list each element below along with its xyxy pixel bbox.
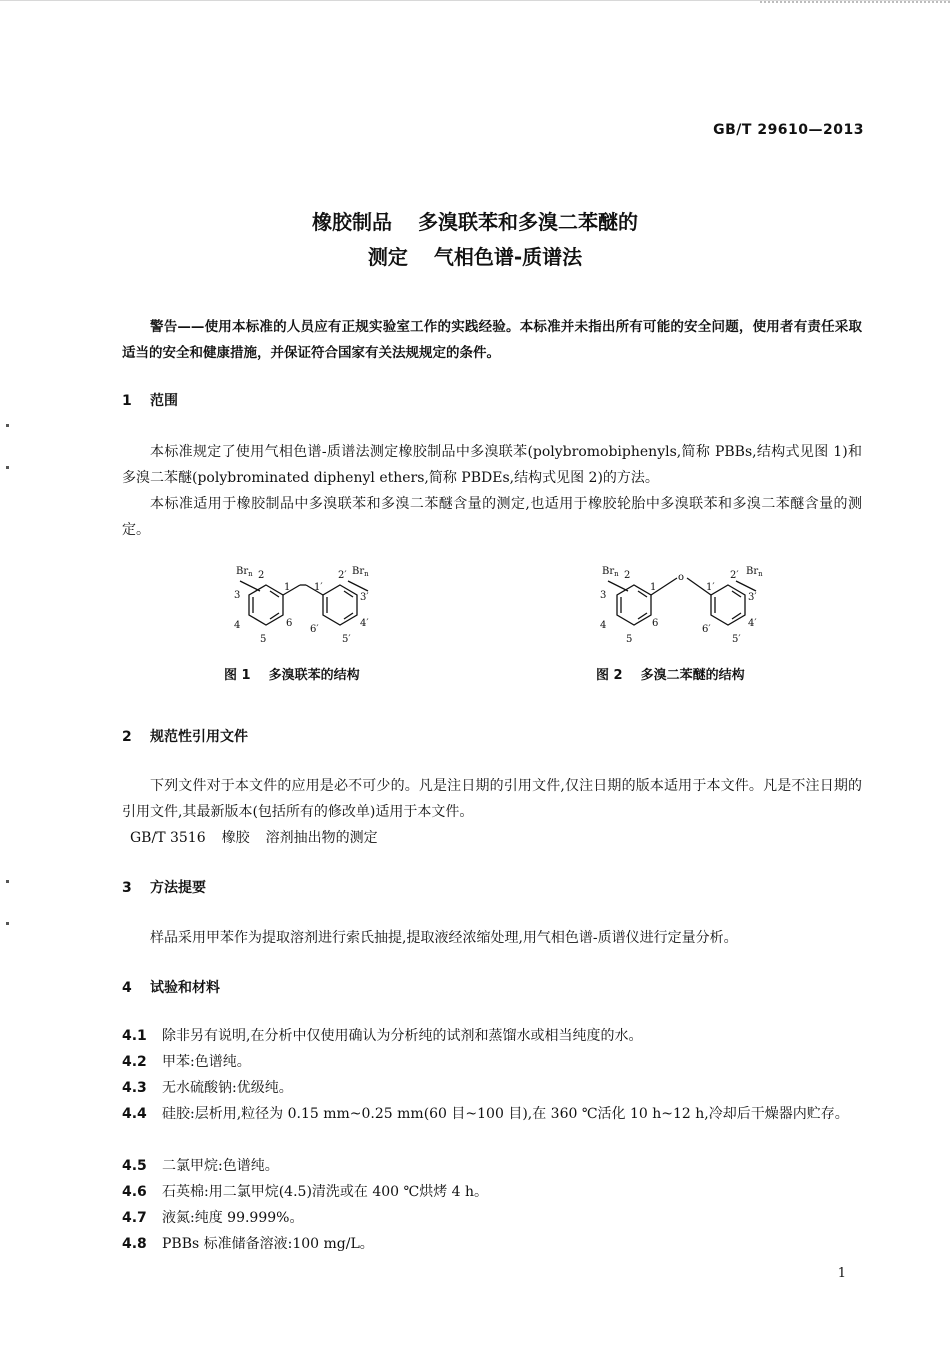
pos-label: 4 xyxy=(600,620,607,631)
caption-number: 图 2 xyxy=(596,668,623,683)
pos-label: 5 xyxy=(260,634,267,645)
scan-artifact xyxy=(6,922,9,925)
pos-label: 4′ xyxy=(360,618,369,629)
caption-text: 多溴联苯的结构 xyxy=(268,668,360,683)
list-item xyxy=(122,1101,862,1127)
pos-label: 3 xyxy=(234,590,241,601)
item-number: 4.5 xyxy=(122,1158,147,1174)
pos-label: 6 xyxy=(652,618,659,629)
item-number: 4.1 xyxy=(122,1028,147,1044)
title-part: 多溴联苯和多溴二苯醚的 xyxy=(418,210,638,234)
section-number: 1 xyxy=(122,393,132,409)
standard-code: GB/T 29610—2013 xyxy=(713,122,864,138)
document-title-line2 xyxy=(0,241,950,270)
scan-artifact xyxy=(6,466,9,469)
pos-label: 2′ xyxy=(338,570,347,581)
br-label: $Br_n$ xyxy=(352,566,369,578)
pos-label: 5′ xyxy=(732,634,741,645)
section-number: 3 xyxy=(122,880,132,896)
warning-paragraph: 警告——使用本标准的人员应有正规实验室工作的实践经验。本标准并未指出所有可能的安全问题，使用者有责任采取适当的安全和健康措施，并保证符合国家有关法规规定的条件。 xyxy=(122,319,862,361)
pos-label: 5′ xyxy=(342,634,351,645)
caption-text: 多溴二苯醚的结构 xyxy=(640,668,745,683)
pos-label: 2′ xyxy=(730,570,739,581)
item-number: 4.2 xyxy=(122,1054,147,1070)
section-heading xyxy=(122,977,220,997)
item-text: 甲苯:色谱纯。 xyxy=(162,1054,251,1070)
pos-label: 1′ xyxy=(314,582,323,593)
pos-label: 1′ xyxy=(706,582,715,593)
item-number: 4.8 xyxy=(122,1236,147,1252)
list-item xyxy=(122,1205,862,1231)
diphenyl-ether-structure-diagram xyxy=(594,560,774,650)
scan-artifact xyxy=(6,880,9,883)
pos-label: 4 xyxy=(234,620,241,631)
pos-label: 3′ xyxy=(748,592,757,603)
oxygen-label: o xyxy=(678,572,685,583)
section-number: 4 xyxy=(122,980,132,996)
caption-number: 图 1 xyxy=(224,668,251,683)
document-title-line1 xyxy=(0,206,950,235)
normative-reference xyxy=(122,825,862,851)
section-title: 试验和材料 xyxy=(150,980,220,996)
section-title: 范围 xyxy=(150,393,178,409)
scan-artifact xyxy=(6,424,9,427)
pos-label: 2 xyxy=(624,570,631,581)
paragraph: 下列文件对于本文件的应用是必不可少的。凡是注日期的引用文件,仅注日期的版本适用于本文件。凡是不注日期的引用文件,其最新版本(包括所有的修改单)适用于本文件。 xyxy=(122,778,862,820)
ring-left xyxy=(249,585,283,625)
pos-label: 3′ xyxy=(360,592,369,603)
paragraph: 本标准规定了使用气相色谱-质谱法测定橡胶制品中多溴联苯(polybromobiphenyls,简称 PBBs,结构式见图 1)和多溴二苯醚(polybrominated diphenyl ethers,简称 PBDEs,结构式见图 2)的方法。 xyxy=(122,444,862,486)
paragraph: 样品采用甲苯作为提取溶剂进行索氏抽提,提取液经浓缩处理,用气相色谱-质谱仪进行定量分析。 xyxy=(150,930,738,946)
section-heading xyxy=(122,390,178,410)
ring-right xyxy=(323,585,357,625)
title-part: 测定 xyxy=(367,245,408,269)
pos-label: 5 xyxy=(626,634,633,645)
pos-label: 4′ xyxy=(748,618,757,629)
figure-2-structure xyxy=(594,560,774,654)
figure-2-caption xyxy=(596,664,745,683)
list-item xyxy=(122,1075,862,1101)
item-text: 石英棉:用二氯甲烷(4.5)清洗或在 400 ℃烘烤 4 h。 xyxy=(162,1184,489,1200)
title-part: 橡胶制品 xyxy=(312,210,392,234)
item-text: PBBs 标准储备溶液:100 mg/L。 xyxy=(162,1236,374,1252)
figure-1-structure xyxy=(226,560,396,654)
pos-label: 6′ xyxy=(310,624,319,635)
section-title: 方法提要 xyxy=(150,880,206,896)
reference-code: GB/T 3516 xyxy=(130,830,206,846)
item-number: 4.6 xyxy=(122,1184,147,1200)
reference-title-b: 溶剂抽出物的测定 xyxy=(265,830,378,846)
section-number: 2 xyxy=(122,729,132,745)
br-label: $Br_n$ xyxy=(746,566,763,578)
item-number: 4.4 xyxy=(122,1106,147,1122)
section-title: 规范性引用文件 xyxy=(150,729,248,745)
item-text: 无水硫酸钠:优级纯。 xyxy=(162,1080,293,1096)
item-number: 4.7 xyxy=(122,1210,147,1226)
list-item xyxy=(122,1049,862,1075)
figure-1-caption xyxy=(224,664,360,683)
item-text: 硅胶:层析用,粒径为 0.15 mm~0.25 mm(60 目~100 目),在 360 ℃活化 10 h~12 h,冷却后干燥器内贮存。 xyxy=(162,1106,849,1122)
biphenyl-structure-diagram xyxy=(226,560,396,650)
list-item xyxy=(122,1023,862,1049)
pos-label: 6′ xyxy=(702,624,711,635)
top-dotted-line xyxy=(760,1,950,5)
br-label: $Br_n$ xyxy=(236,566,253,578)
pos-label: 3 xyxy=(600,590,607,601)
pos-label: 6 xyxy=(286,618,293,629)
pos-label: 1 xyxy=(284,582,291,593)
list-item xyxy=(122,1179,862,1205)
item-text: 二氯甲烷:色谱纯。 xyxy=(162,1158,279,1174)
paragraph: 本标准适用于橡胶制品中多溴联苯和多溴二苯醚含量的测定,也适用于橡胶轮胎中多溴联苯和多溴二苯醚含量的测定。 xyxy=(122,496,862,538)
title-part: 气相色谱-质谱法 xyxy=(433,245,583,269)
section-heading xyxy=(122,877,206,897)
section-heading xyxy=(122,726,248,746)
ring-left xyxy=(617,585,651,625)
list-item xyxy=(122,1231,862,1257)
pos-label: 1 xyxy=(650,582,657,593)
ring-right xyxy=(711,585,745,625)
br-label: $Br_n$ xyxy=(602,566,619,578)
pos-label: 2 xyxy=(258,570,265,581)
item-number: 4.3 xyxy=(122,1080,147,1096)
reference-title-a: 橡胶 xyxy=(221,830,250,846)
page-number: 1 xyxy=(837,1266,846,1281)
list-item xyxy=(122,1153,862,1179)
item-text: 液氮:纯度 99.999%。 xyxy=(162,1210,304,1226)
item-text: 除非另有说明,在分析中仅使用确认为分析纯的试剂和蒸馏水或相当纯度的水。 xyxy=(162,1028,643,1044)
